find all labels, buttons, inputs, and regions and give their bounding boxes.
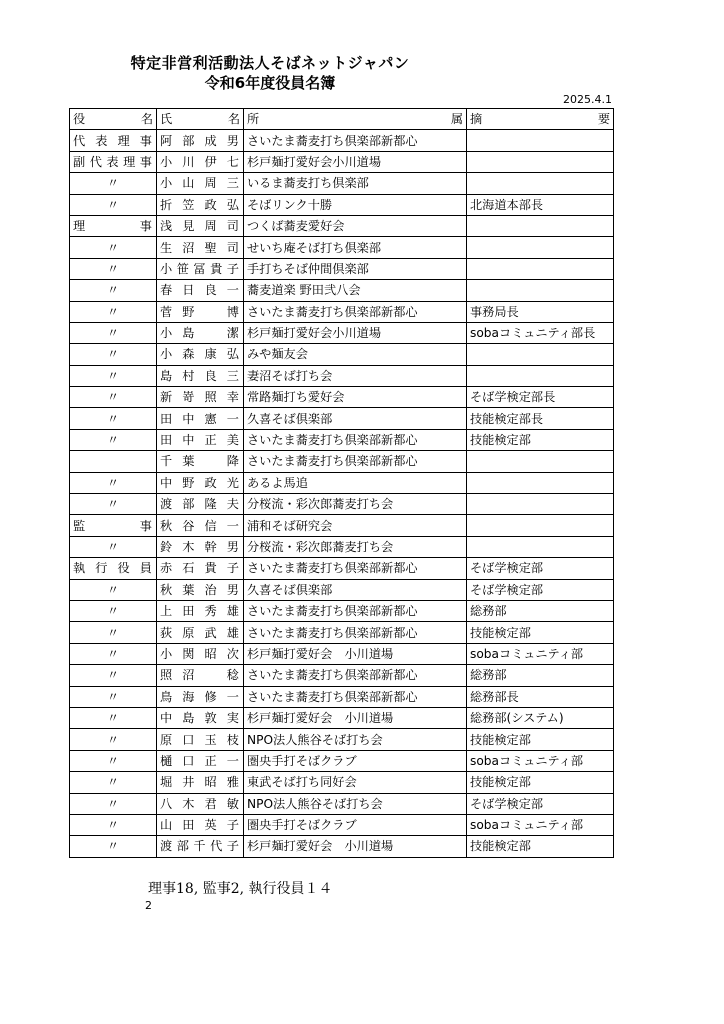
role-cell: 〃 (70, 472, 157, 493)
table-row (70, 579, 614, 600)
role-cell: 〃 (70, 622, 157, 643)
affiliation-cell: さいたま蕎麦打ち倶楽部新都心 (244, 665, 467, 686)
name-cell: 新嵜照幸 (157, 387, 244, 408)
affiliation-cell: いるま蕎麦打ち倶楽部 (244, 173, 467, 194)
note-cell (467, 258, 614, 279)
note-cell: 技能検定部 (467, 622, 614, 643)
table-row (70, 600, 614, 621)
role-cell: 〃 (70, 665, 157, 686)
name-cell: 生沼聖司 (157, 237, 244, 258)
affiliation-cell: さいたま蕎麦打ち倶楽部新都心 (244, 451, 467, 472)
note-cell: そば学検定部長 (467, 387, 614, 408)
note-cell: sobaコミュニティ部 (467, 750, 614, 771)
note-cell: sobaコミュニティ部長 (467, 322, 614, 343)
role-cell: 〃 (70, 707, 157, 728)
note-cell (467, 515, 614, 536)
table-row (70, 301, 614, 322)
affiliation-cell: あるよ馬追 (244, 472, 467, 493)
table-row (70, 215, 614, 236)
table-row (70, 280, 614, 301)
role-cell: 〃 (70, 301, 157, 322)
name-cell: 秋葉治男 (157, 579, 244, 600)
role-cell: 〃 (70, 814, 157, 835)
note-cell (467, 536, 614, 557)
role-cell: 〃 (70, 772, 157, 793)
note-cell (467, 365, 614, 386)
table-row (70, 729, 614, 750)
role-cell: 〃 (70, 237, 157, 258)
affiliation-cell: NPO法人熊谷そば打ち会 (244, 729, 467, 750)
note-cell: そば学検定部 (467, 793, 614, 814)
table-row (70, 814, 614, 835)
header-name: 氏 名 (157, 109, 244, 130)
affiliation-cell: 杉戸麺打愛好会小川道場 (244, 322, 467, 343)
note-cell: sobaコミュニティ部 (467, 814, 614, 835)
name-cell: 鳥海修一 (157, 686, 244, 707)
header-role: 役 名 (70, 109, 157, 130)
table-row (70, 707, 614, 728)
name-cell: 樋口正一 (157, 750, 244, 771)
table-row (70, 558, 614, 579)
table-row (70, 451, 614, 472)
table-row (70, 622, 614, 643)
note-cell: 北海道本部長 (467, 194, 614, 215)
table-row (70, 365, 614, 386)
affiliation-cell: 浦和そば研究会 (244, 515, 467, 536)
role-cell: 〃 (70, 322, 157, 343)
note-cell (467, 237, 614, 258)
table-row (70, 643, 614, 664)
name-cell: 小山周三 (157, 173, 244, 194)
name-cell: 田中正美 (157, 429, 244, 450)
affiliation-cell: 分桜流・彩次郎蕎麦打ち会 (244, 536, 467, 557)
role-cell: 〃 (70, 280, 157, 301)
affiliation-cell: さいたま蕎麦打ち倶楽部新都心 (244, 686, 467, 707)
note-cell: 総務部長 (467, 686, 614, 707)
note-cell (467, 173, 614, 194)
table-row (70, 387, 614, 408)
name-cell: 田中憲一 (157, 408, 244, 429)
note-cell (467, 494, 614, 515)
affiliation-cell: 杉戸麺打愛好会 小川道場 (244, 707, 467, 728)
name-cell: 小関昭次 (157, 643, 244, 664)
table-row (70, 151, 614, 172)
table-row (70, 515, 614, 536)
affiliation-cell: さいたま蕎麦打ち倶楽部新都心 (244, 429, 467, 450)
note-cell: sobaコミュニティ部 (467, 643, 614, 664)
role-cell: 〃 (70, 793, 157, 814)
affiliation-cell: NPO法人熊谷そば打ち会 (244, 793, 467, 814)
name-cell: 山田英子 (157, 814, 244, 835)
affiliation-cell: 圏央手打そばクラブ (244, 750, 467, 771)
name-cell: 小島 潔 (157, 322, 244, 343)
officer-roster-table (69, 108, 614, 858)
name-cell: 堀井昭雅 (157, 772, 244, 793)
name-cell: 千葉 降 (157, 451, 244, 472)
name-cell: 小森康弘 (157, 344, 244, 365)
name-cell: 菅野 博 (157, 301, 244, 322)
table-row (70, 686, 614, 707)
name-cell: 鈴木幹男 (157, 536, 244, 557)
affiliation-cell: さいたま蕎麦打ち倶楽部新都心 (244, 558, 467, 579)
note-cell: そば学検定部 (467, 579, 614, 600)
role-cell: 〃 (70, 173, 157, 194)
role-cell: 理事 (70, 215, 157, 236)
name-cell: 荻原武雄 (157, 622, 244, 643)
table-row (70, 237, 614, 258)
role-cell: 〃 (70, 429, 157, 450)
name-cell: 小川伊七 (157, 151, 244, 172)
affiliation-cell: 杉戸麺打愛好会 小川道場 (244, 643, 467, 664)
note-cell: 技能検定部 (467, 836, 614, 857)
name-cell: 秋谷信一 (157, 515, 244, 536)
table-header-row (70, 109, 614, 130)
role-cell: 副代表理事 (70, 151, 157, 172)
affiliation-cell: 常路麺打ち愛好会 (244, 387, 467, 408)
name-cell: 照沼 稔 (157, 665, 244, 686)
name-cell: 上田秀雄 (157, 600, 244, 621)
affiliation-cell: さいたま蕎麦打ち倶楽部新都心 (244, 301, 467, 322)
affiliation-cell: 妻沼そば打ち会 (244, 365, 467, 386)
note-cell: 技能検定部 (467, 429, 614, 450)
note-cell: そば学検定部 (467, 558, 614, 579)
note-cell: 技能検定部長 (467, 408, 614, 429)
note-cell (467, 344, 614, 365)
table-row (70, 408, 614, 429)
name-cell: 島村良三 (157, 365, 244, 386)
role-cell: 監事 (70, 515, 157, 536)
note-cell: 総務部(システム) (467, 707, 614, 728)
role-cell: 〃 (70, 258, 157, 279)
role-cell: 〃 (70, 536, 157, 557)
member-count-summary: 理事18, 監事2, 執行役員１４ (148, 881, 333, 897)
role-cell: 〃 (70, 686, 157, 707)
role-cell: 〃 (70, 836, 157, 857)
name-cell: 渡部千代子 (157, 836, 244, 857)
affiliation-cell: 分桜流・彩次郎蕎麦打ち会 (244, 494, 467, 515)
table-row (70, 322, 614, 343)
table-row (70, 173, 614, 194)
note-cell: 技能検定部 (467, 729, 614, 750)
affiliation-cell: 蕎麦道楽 野田弐八会 (244, 280, 467, 301)
note-cell (467, 215, 614, 236)
name-cell: 阿部成男 (157, 130, 244, 151)
role-cell: 〃 (70, 600, 157, 621)
name-cell: 春日良一 (157, 280, 244, 301)
document-title: 令和6年度役員名簿 (204, 74, 336, 92)
document-date: 2025.4.1 (563, 93, 612, 106)
note-cell (467, 130, 614, 151)
affiliation-cell: さいたま蕎麦打ち倶楽部新都心 (244, 600, 467, 621)
affiliation-cell: 手打ちそば仲間倶楽部 (244, 258, 467, 279)
note-cell (467, 472, 614, 493)
note-cell: 技能検定部 (467, 772, 614, 793)
affiliation-cell: さいたま蕎麦打ち倶楽部新都心 (244, 622, 467, 643)
name-cell: 渡部隆夫 (157, 494, 244, 515)
name-cell: 折笠政弘 (157, 194, 244, 215)
affiliation-cell: 杉戸麺打愛好会 小川道場 (244, 836, 467, 857)
affiliation-cell: 杉戸麺打愛好会小川道場 (244, 151, 467, 172)
table-row (70, 793, 614, 814)
affiliation-cell: 圏央手打そばクラブ (244, 814, 467, 835)
affiliation-cell: 東武そば打ち同好会 (244, 772, 467, 793)
role-cell: 〃 (70, 750, 157, 771)
note-cell: 総務部 (467, 665, 614, 686)
note-cell (467, 451, 614, 472)
role-cell: 〃 (70, 579, 157, 600)
table-row (70, 772, 614, 793)
role-cell: 代表理事 (70, 130, 157, 151)
role-cell: 〃 (70, 194, 157, 215)
role-cell: 〃 (70, 643, 157, 664)
role-cell: 〃 (70, 387, 157, 408)
name-cell: 中野政光 (157, 472, 244, 493)
table-row (70, 536, 614, 557)
affiliation-cell: みや麺友会 (244, 344, 467, 365)
table-row (70, 258, 614, 279)
affiliation-cell: さいたま蕎麦打ち倶楽部新都心 (244, 130, 467, 151)
table-row (70, 665, 614, 686)
name-cell: 原口玉枝 (157, 729, 244, 750)
note-cell (467, 280, 614, 301)
table-row (70, 194, 614, 215)
name-cell: 赤石貴子 (157, 558, 244, 579)
organization-title: 特定非営利活動法人そばネットジャパン (130, 54, 410, 72)
table-row (70, 344, 614, 365)
note-cell: 事務局長 (467, 301, 614, 322)
affiliation-cell: 久喜そば倶楽部 (244, 579, 467, 600)
table-row (70, 494, 614, 515)
name-cell: 浅見周司 (157, 215, 244, 236)
role-cell: 〃 (70, 344, 157, 365)
table-row (70, 130, 614, 151)
role-cell (70, 451, 157, 472)
role-cell: 〃 (70, 365, 157, 386)
name-cell: 中島敦実 (157, 707, 244, 728)
note-cell (467, 151, 614, 172)
affiliation-cell: せいち庵そば打ち倶楽部 (244, 237, 467, 258)
table-row (70, 472, 614, 493)
header-affiliation: 所 属 (244, 109, 467, 130)
note-cell: 総務部 (467, 600, 614, 621)
header-note: 摘 要 (467, 109, 614, 130)
table-row (70, 429, 614, 450)
affiliation-cell: 久喜そば倶楽部 (244, 408, 467, 429)
affiliation-cell: つくば蕎麦愛好会 (244, 215, 467, 236)
name-cell: 八木君敏 (157, 793, 244, 814)
affiliation-cell: そばリンク十勝 (244, 194, 467, 215)
role-cell: 〃 (70, 408, 157, 429)
role-cell: 〃 (70, 729, 157, 750)
page-number: 2 (145, 899, 152, 912)
role-cell: 〃 (70, 494, 157, 515)
role-cell: 執行役員 (70, 558, 157, 579)
name-cell: 小笹冨貴子 (157, 258, 244, 279)
table-row (70, 836, 614, 857)
table-row (70, 750, 614, 771)
